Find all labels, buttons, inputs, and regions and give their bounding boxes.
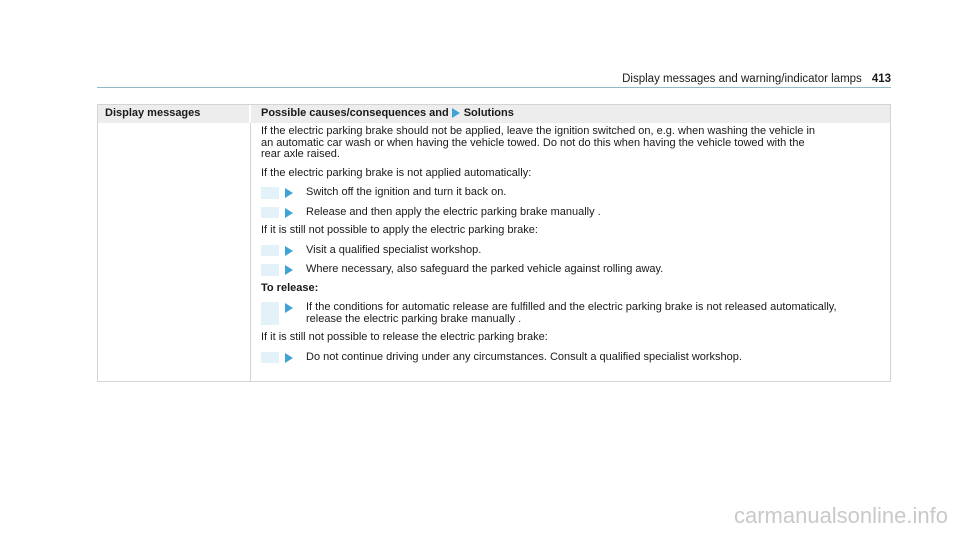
column-header-solutions-label: Solutions [463, 107, 514, 119]
step-arrow-icon [285, 208, 293, 218]
table-body-row [98, 123, 890, 381]
step-marker-bar [261, 245, 279, 257]
message-table [97, 104, 891, 382]
step-marker-bar [261, 264, 279, 276]
step-text: Do not continue driving under any circumstances. Consult a qualified specialist workshop. [306, 350, 742, 363]
display-message-cell [98, 123, 251, 381]
step-item [261, 264, 880, 276]
column-header-causes-label: Possible causes/consequences and [261, 107, 449, 119]
step-text-line-2: release the electric parking brake manually . [306, 312, 522, 325]
step-text: Release and then apply the electric parking brake manually . [306, 205, 601, 218]
watermark: carmanualsonline.info [733, 503, 948, 528]
para-not-applied: If the electric parking brake is not applied automatically: [261, 166, 532, 179]
step-arrow-icon [285, 303, 293, 313]
step-marker-bar [261, 187, 279, 199]
step-text: Where necessary, also safeguard the parked vehicle against rolling away. [306, 263, 664, 275]
para-still-not-release: If it is still not possible to release the electric parking brake: [261, 331, 548, 343]
solutions-cell [251, 123, 890, 381]
intro-line-1: If the electric parking brake should not be applied, leave the ignition switched on, e.g. when washing the vehicle in [261, 125, 816, 137]
page-number: 413 [871, 73, 891, 85]
step-text: Switch off the ignition and turn it back on. [306, 186, 507, 198]
step-text-line-1: If the conditions for automatic release are fulfilled and the electric parking brake is not released automatically, [306, 301, 837, 313]
step-marker-bar [261, 352, 279, 364]
intro-line-3: rear axle raised. [261, 148, 340, 160]
arrow-right-icon [452, 108, 460, 118]
step-arrow-icon [285, 265, 293, 275]
step-marker-bar [261, 207, 279, 219]
release-heading: To release: [261, 281, 319, 294]
step-item [261, 245, 880, 257]
step-text [306, 302, 837, 325]
step-arrow-icon [285, 353, 293, 363]
intro-line-2: an automatic car wash or when having the vehicle towed. Do not do this when having the vehicle towed with the [261, 136, 805, 149]
table-header-row [98, 105, 890, 123]
step-marker-bar [261, 302, 279, 325]
step-arrow-icon [285, 188, 293, 198]
step-item [261, 187, 880, 199]
column-header-causes [251, 105, 890, 123]
column-header-display-messages: Display messages [98, 105, 251, 123]
step-arrow-icon [285, 246, 293, 256]
page-header [97, 68, 891, 88]
step-text: Visit a qualified specialist workshop. [306, 243, 482, 256]
section-title: Display messages and warning/indicator lamps [622, 73, 862, 85]
step-item [261, 302, 880, 325]
step-item [261, 352, 880, 364]
para-still-not-apply: If it is still not possible to apply the electric parking brake: [261, 224, 538, 236]
step-item [261, 207, 880, 219]
